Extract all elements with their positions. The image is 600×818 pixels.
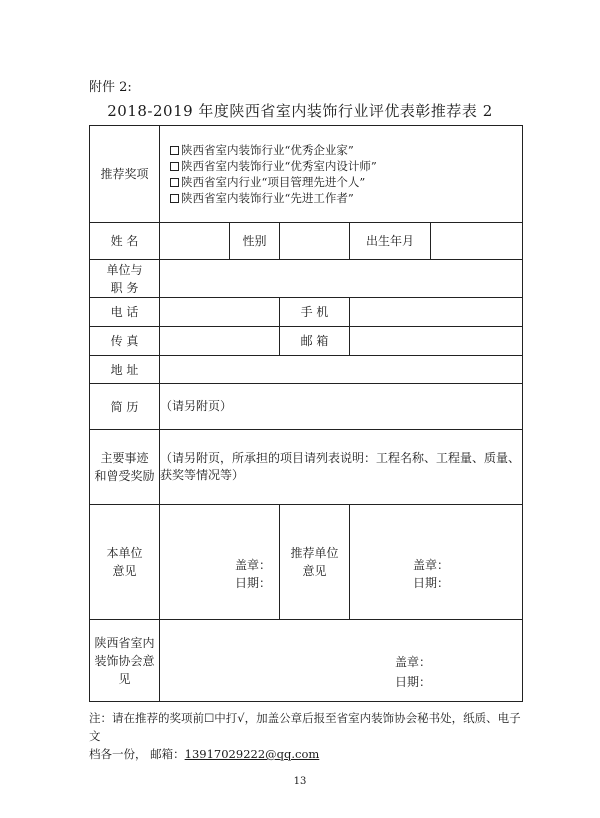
fax-label: 传 真	[90, 327, 160, 356]
phone-label: 电 话	[90, 298, 160, 327]
deeds-label-line: 和曾受奖励	[94, 469, 155, 483]
unit-opinion-line: 意见	[112, 564, 137, 578]
unit-field[interactable]	[160, 260, 523, 298]
unit-opinion-label	[90, 505, 160, 620]
seal-label: 盖章：	[395, 655, 432, 669]
award-row	[90, 126, 523, 223]
award-option-text: 陕西省室内装饰行业“优秀企业家”	[181, 143, 354, 157]
checkbox-icon[interactable]	[170, 178, 179, 187]
birth-label: 出生年月	[350, 223, 431, 260]
deeds-note[interactable]: （请另附页，所承担的项目请列表说明：工程名称、工程量、质量、获奖等情况等）	[160, 430, 523, 505]
footnote-line: 注：请在推荐的奖项前☐中打√，加盖公章后报至省室内装饰协会秘书处，纸质、电子文	[89, 711, 521, 743]
seal-label: 盖章：	[235, 558, 272, 572]
address-row	[90, 356, 523, 384]
mobile-field[interactable]	[350, 298, 523, 327]
association-row	[90, 620, 523, 702]
association-opinion-field[interactable]	[160, 620, 523, 702]
award-option-worker[interactable]	[160, 190, 522, 206]
recommendation-form	[89, 125, 523, 702]
date-label: 日期：	[413, 576, 450, 590]
name-label: 姓 名	[90, 223, 160, 260]
association-opinion-line: 装饰协会意	[94, 653, 155, 668]
recommender-opinion-field[interactable]	[350, 505, 523, 620]
address-field[interactable]	[160, 356, 523, 384]
seal-label: 盖章：	[413, 558, 450, 572]
form-title: 2018-2019 年度陕西省室内装饰行业评优表彰推荐表 2	[107, 102, 493, 120]
deeds-label-line: 主要事迹	[100, 451, 149, 465]
opinion-row	[90, 505, 523, 620]
checkbox-icon[interactable]	[170, 162, 179, 171]
recommender-opinion-line: 推荐单位	[290, 546, 339, 560]
postcode-field[interactable]	[350, 327, 523, 356]
deeds-label	[90, 430, 160, 505]
date-label: 日期：	[235, 576, 272, 590]
footnote-text: 档各一份， 邮箱：	[89, 747, 185, 761]
fax-row	[90, 327, 523, 356]
attachment-label: 附件 2:	[89, 80, 132, 95]
postcode-label: 邮 箱	[280, 327, 350, 356]
award-option-text: 陕西省室内装饰行业“优秀室内设计师”	[181, 159, 377, 173]
award-option-designer[interactable]	[160, 158, 522, 174]
address-label: 地 址	[90, 356, 160, 384]
unit-opinion-line: 本单位	[106, 546, 143, 560]
unit-label-line: 职 务	[110, 280, 139, 295]
association-opinion-line: 陕西省室内	[94, 635, 155, 650]
recommender-opinion-line: 意见	[302, 564, 327, 578]
page-number: 13	[293, 776, 307, 787]
birth-field[interactable]	[431, 223, 523, 260]
award-option-text: 陕西省室内装饰行业“先进工作者”	[181, 191, 354, 205]
deeds-row	[90, 430, 523, 505]
footnote	[89, 709, 529, 763]
award-options	[160, 126, 523, 223]
resume-label: 简 历	[90, 384, 160, 430]
unit-label-line: 单位与	[106, 262, 143, 277]
award-label: 推荐奖项	[90, 126, 160, 223]
fax-field[interactable]	[160, 327, 280, 356]
award-option-text: 陕西省室内行业“项目管理先进个人”	[181, 175, 366, 189]
unit-opinion-field[interactable]	[160, 505, 280, 620]
phone-field[interactable]	[160, 298, 280, 327]
association-opinion-line: 见	[118, 671, 131, 686]
resume-row	[90, 384, 523, 430]
gender-label: 性别	[230, 223, 280, 260]
unit-label	[90, 260, 160, 298]
name-field[interactable]	[160, 223, 230, 260]
award-option-entrepreneur[interactable]	[160, 142, 522, 158]
mobile-label: 手 机	[280, 298, 350, 327]
recommender-opinion-label	[280, 505, 350, 620]
phone-row	[90, 298, 523, 327]
email-link[interactable]: 13917029222@qq.com	[184, 747, 320, 761]
checkbox-icon[interactable]	[170, 146, 179, 155]
award-option-project-manager[interactable]	[160, 174, 522, 190]
gender-field[interactable]	[280, 223, 350, 260]
resume-note[interactable]: （请另附页）	[160, 384, 523, 430]
association-opinion-label	[90, 620, 160, 702]
footnote-line	[89, 745, 529, 763]
checkbox-icon[interactable]	[170, 194, 179, 203]
unit-row	[90, 260, 523, 298]
date-label: 日期：	[395, 675, 432, 689]
name-row	[90, 223, 523, 260]
